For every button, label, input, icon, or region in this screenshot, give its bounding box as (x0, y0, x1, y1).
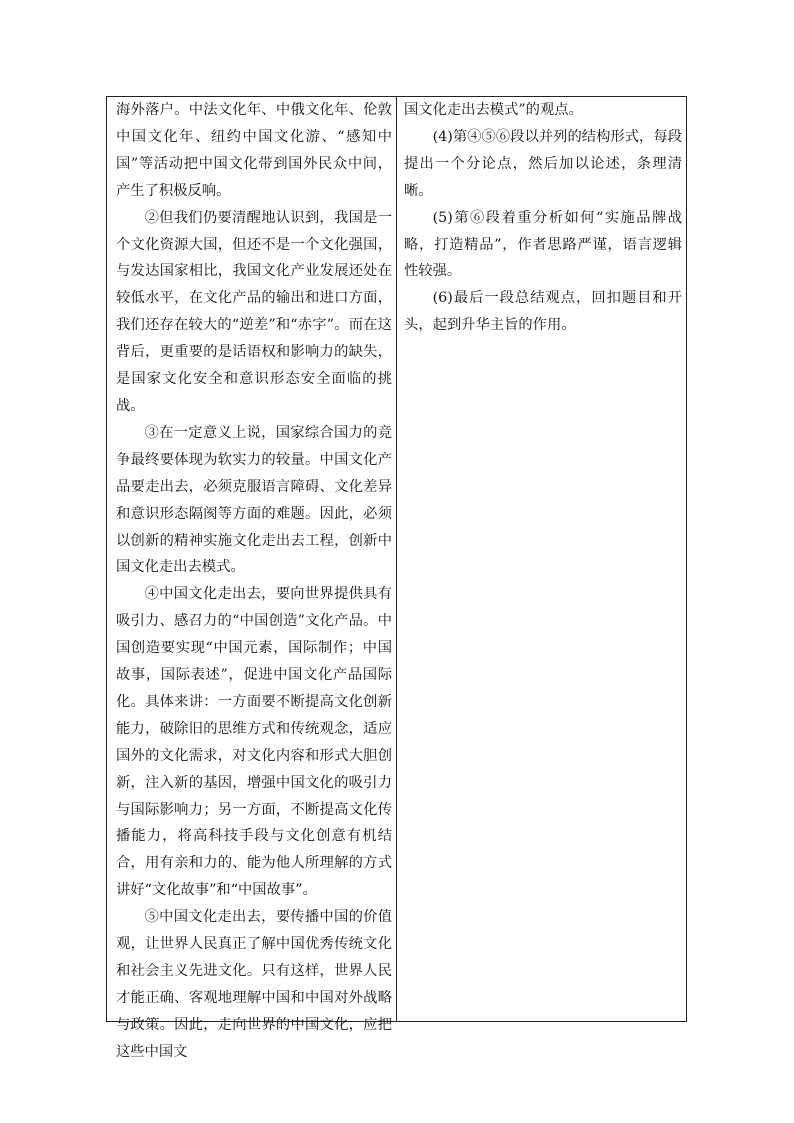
right-note-4: (4)第④⑤⑥段以并列的结构形式，每段提出一个分论点，然后加以论述，条理清晰。 (404, 128, 682, 199)
right-note-6: (6)最后一段总结观点，回扣题目和开头，起到升华主旨的作用。 (404, 290, 682, 334)
right-column-cell (397, 97, 686, 1021)
left-paragraph-continued: 海外落户。中法文化年、中俄文化年、伦敦中国文化年、纽约中国文化游、“感知中国”等活动把中国文化带到国外民众中间，产生了积极反响。 (116, 102, 392, 199)
left-paragraph-2: ②但我们仍要清醒地认识到，我国是一个文化资源大国，但还不是一个文化强国，与发达国家相比，我国文化产业发展还处在较低水平，在文化产品的输出和进口方面，我们还存在较大的“逆差”和“赤字”。而在这背后，更重要的是话语权和影响力的缺失，是国家文化安全和意识形态安全面临的挑战。 (116, 209, 392, 414)
left-paragraph-4: ④中国文化走出去，要向世界提供具有吸引力、感召力的“中国创造”文化产品。中国创造要实现“中国元素，国际制作；中国故事，国际表述”，促进中国文化产品国际化。具体来讲：一方面要不断提高文化创新能力，破除旧的思维方式和传统观念，适应国外的文化需求，对文化内容和形式大胆创新，注入新的基因，增强中国文化的吸引力与国际影响力；另一方面，不断提高文化传播能力，将高科技手段与文化创意有机结合，用有亲和力的、能为他人所理解的方式讲好“文化故事”和“中国故事”。 (116, 586, 392, 899)
content-table (106, 96, 687, 1060)
right-paragraph-continued: 国文化走出去模式”的观点。 (404, 102, 583, 118)
left-paragraph-3: ③在一定意义上说，国家综合国力的竞争最终要体现为软实力的较量。中国文化产品要走出去，必须克服语言障碍、文化差异和意识形态隔阂等方面的难题。因此，必须以创新的精神实施文化走出去工程，创新中国文化走出去模式。 (116, 424, 392, 576)
right-note-5: (5)第⑥段着重分析如何“实施品牌战略，打造精品”，作者思路严谨，语言逻辑性较强。 (404, 209, 682, 280)
left-column-cell (107, 97, 397, 1060)
left-paragraph-5: ⑤中国文化走出去，要传播中国的价值观，让世界人民真正了解中国优秀传统文化和社会主义先进文化。只有这样，世界人民才能正确、客观地理解中国和中国对外战略与政策。因此，走向世界的中国文化，应把这些中国文 (116, 909, 392, 1060)
